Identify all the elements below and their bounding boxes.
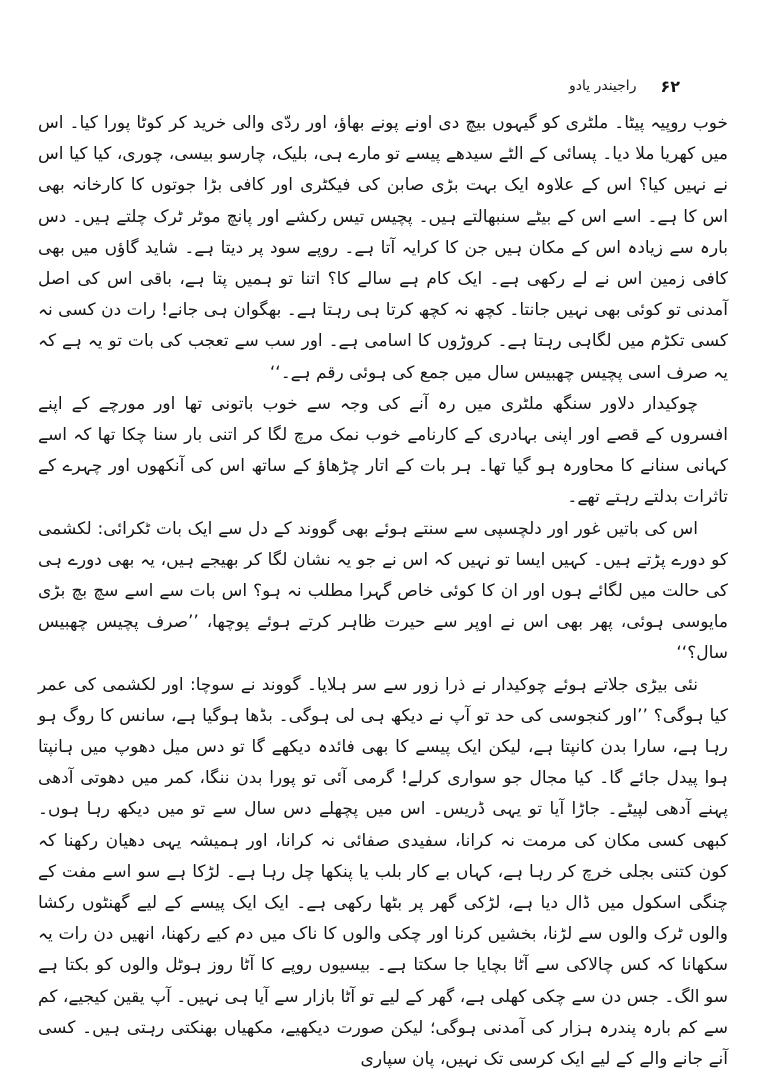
page-number: ۶۲ <box>660 76 680 96</box>
body-text <box>38 108 728 1075</box>
paragraph: چوکیدار دلاور سنگھ ملٹری میں رہ آنے کی وجہ سے خوب باتونی تھا اور مورچے کے اپنے افسروں کے قصے اور اپنی بہادری کے کارنامے خوب نمک مرچ لگا کر اتنی بار سنا چکا تھا کہ اسے کہانی سنانے کا محاورہ ہو گیا تھا۔ ہر بات کے اتار چڑھاؤ کے ساتھ اس کی آنکھوں اور چہرے کے تاثرات بدلتے رہتے تھے۔ <box>38 393 728 508</box>
paragraph: اس کی باتیں غور اور دلچسپی سے سنتے ہوئے بھی گووند کے دل سے ایک بات ٹکرائی: لکشمی کو دورے پڑتے ہیں۔ کہیں ایسا تو نہیں کہ اس نے جو یہ نشان لگا کر بھیجے ہیں، یہ بھی دورے ہی کی حالت میں لگائے ہوں اور ان کا کوئی خاص گہرا مطلب نہ ہو؟ اس بات سے اسے سچ بچ بڑی مایوسی ہوئی، پھر بھی اس نے اوپر سے حیرت ظاہر کرتے ہوئے پوچھا، ’’صرف پچیس چھبیس سال؟‘‘ <box>38 518 728 664</box>
paragraph: خوب روپیہ پیٹا۔ ملٹری کو گیہوں بیچ دی اونے پونے بھاؤ، اور ردّی والی خرید کر کوٹا پورا کیا۔ اس میں کھریا ملا دیا۔ پسائی کے الٹے سیدھے پیسے تو مارے ہی، بلیک، چارسو بیسی، چوری، کیا کیا اس نے نہیں کیا؟ اس کے علاوہ ایک بہت بڑی صابن کی فیکٹری اور کافی بڑا جوتوں کا کارخانہ بھی اس کا ہے۔ اسے اس کے بیٹے سنبھالتے ہیں۔ پچیس تیس رکشے اور پانچ موٹر ٹرک چلتے ہیں۔ دس بارہ سے زیادہ اس کے مکان ہیں جن کا کرایہ آتا ہے۔ روپے سود پر دیتا ہے۔ شاید گاؤں میں بھی کافی زمین اس نے لے رکھی ہے۔ ایک کام ہے سالے کا؟ اتنا تو ہمیں پتا ہے، باقی اس کی اصل آمدنی تو کوئی بھی نہیں جانتا۔ کچھ نہ کچھ کرتا ہی رہتا ہے۔ بھگوان ہی جانے! رات دن کسی نہ کسی تکڑم میں لگاہی رہتا ہے۔ کروڑوں کا اسامی ہے۔ اور سب سے تعجب کی بات تو یہ ہے کہ یہ صرف اسی پچیس چھبیس سال میں جمع کی ہوئی رقم ہے۔‘‘ <box>38 113 728 383</box>
running-title: راجیندر یادو <box>568 78 637 94</box>
paragraph: نئی بیڑی جلاتے ہوئے چوکیدار نے ذرا زور سے سر ہلایا۔ گووند نے سوچا: اور لکشمی کی عمر کیا ہوگی؟ ’’اور کنجوسی کی حد تو آپ نے دیکھ ہی لی ہوگی۔ بڈھا ہوگیا ہے، سانس کا روگ ہو رہا ہے، سارا بدن کانپتا ہے، لیکن ایک پیسے کا بھی فائدہ دیکھے گا تو دس میل دھوپ میں ہانپتا ہوا پیدل جائے گا۔ کیا مجال جو سواری کرلے! گرمی آئی تو پورا بدن ننگا، کمر میں دھوتی آدھی پہنے آدھی لپیٹے۔ جاڑا آیا تو یہی ڈریس۔ اس میں پچھلے دس سال سے تو میں دیکھ رہا ہوں۔ کبھی کسی مکان کی مرمت نہ کرانا، سفیدی صفائی نہ کرانا، اور ہمیشہ یہی دھیان رکھنا کہ کون کتنی بجلی خرچ کر رہا ہے، کہاں بے کار بلب یا پنکھا چل رہا ہے۔ لڑکا ہے سو اسے مفت کے چنگی اسکول میں ڈال دیا ہے، لڑکی گھر پر بٹھا رکھی ہے۔ ایک ایک پیسے کے لیے گھنٹوں رکشا والوں ٹرک والوں سے لڑنا، بخشیں کرنا اور چکی والوں کا ناک میں دم کیے رکھنا، انھیں دن رات یہ سکھانا کہ کس چالاکی سے آٹا بچایا جا سکتا ہے۔ بیسیوں روپے کا آٹا روز ہوٹل والوں کو بکتا ہے سو الگ۔ جس دن سے چکی کھلی ہے، گھر کے لیے تو آٹا بازار سے آیا ہی نہیں۔ آپ یقین کیجیے، کم سے کم بارہ پندرہ ہزار کی آمدنی ہوگی؛ لیکن صورت دیکھیے، مکھیاں بھنکتی رہتی ہیں۔ کسی آنے جانے والے کے لیے ایک کرسی تک نہیں، پان سپاری <box>38 674 728 1070</box>
page-header <box>500 74 680 98</box>
